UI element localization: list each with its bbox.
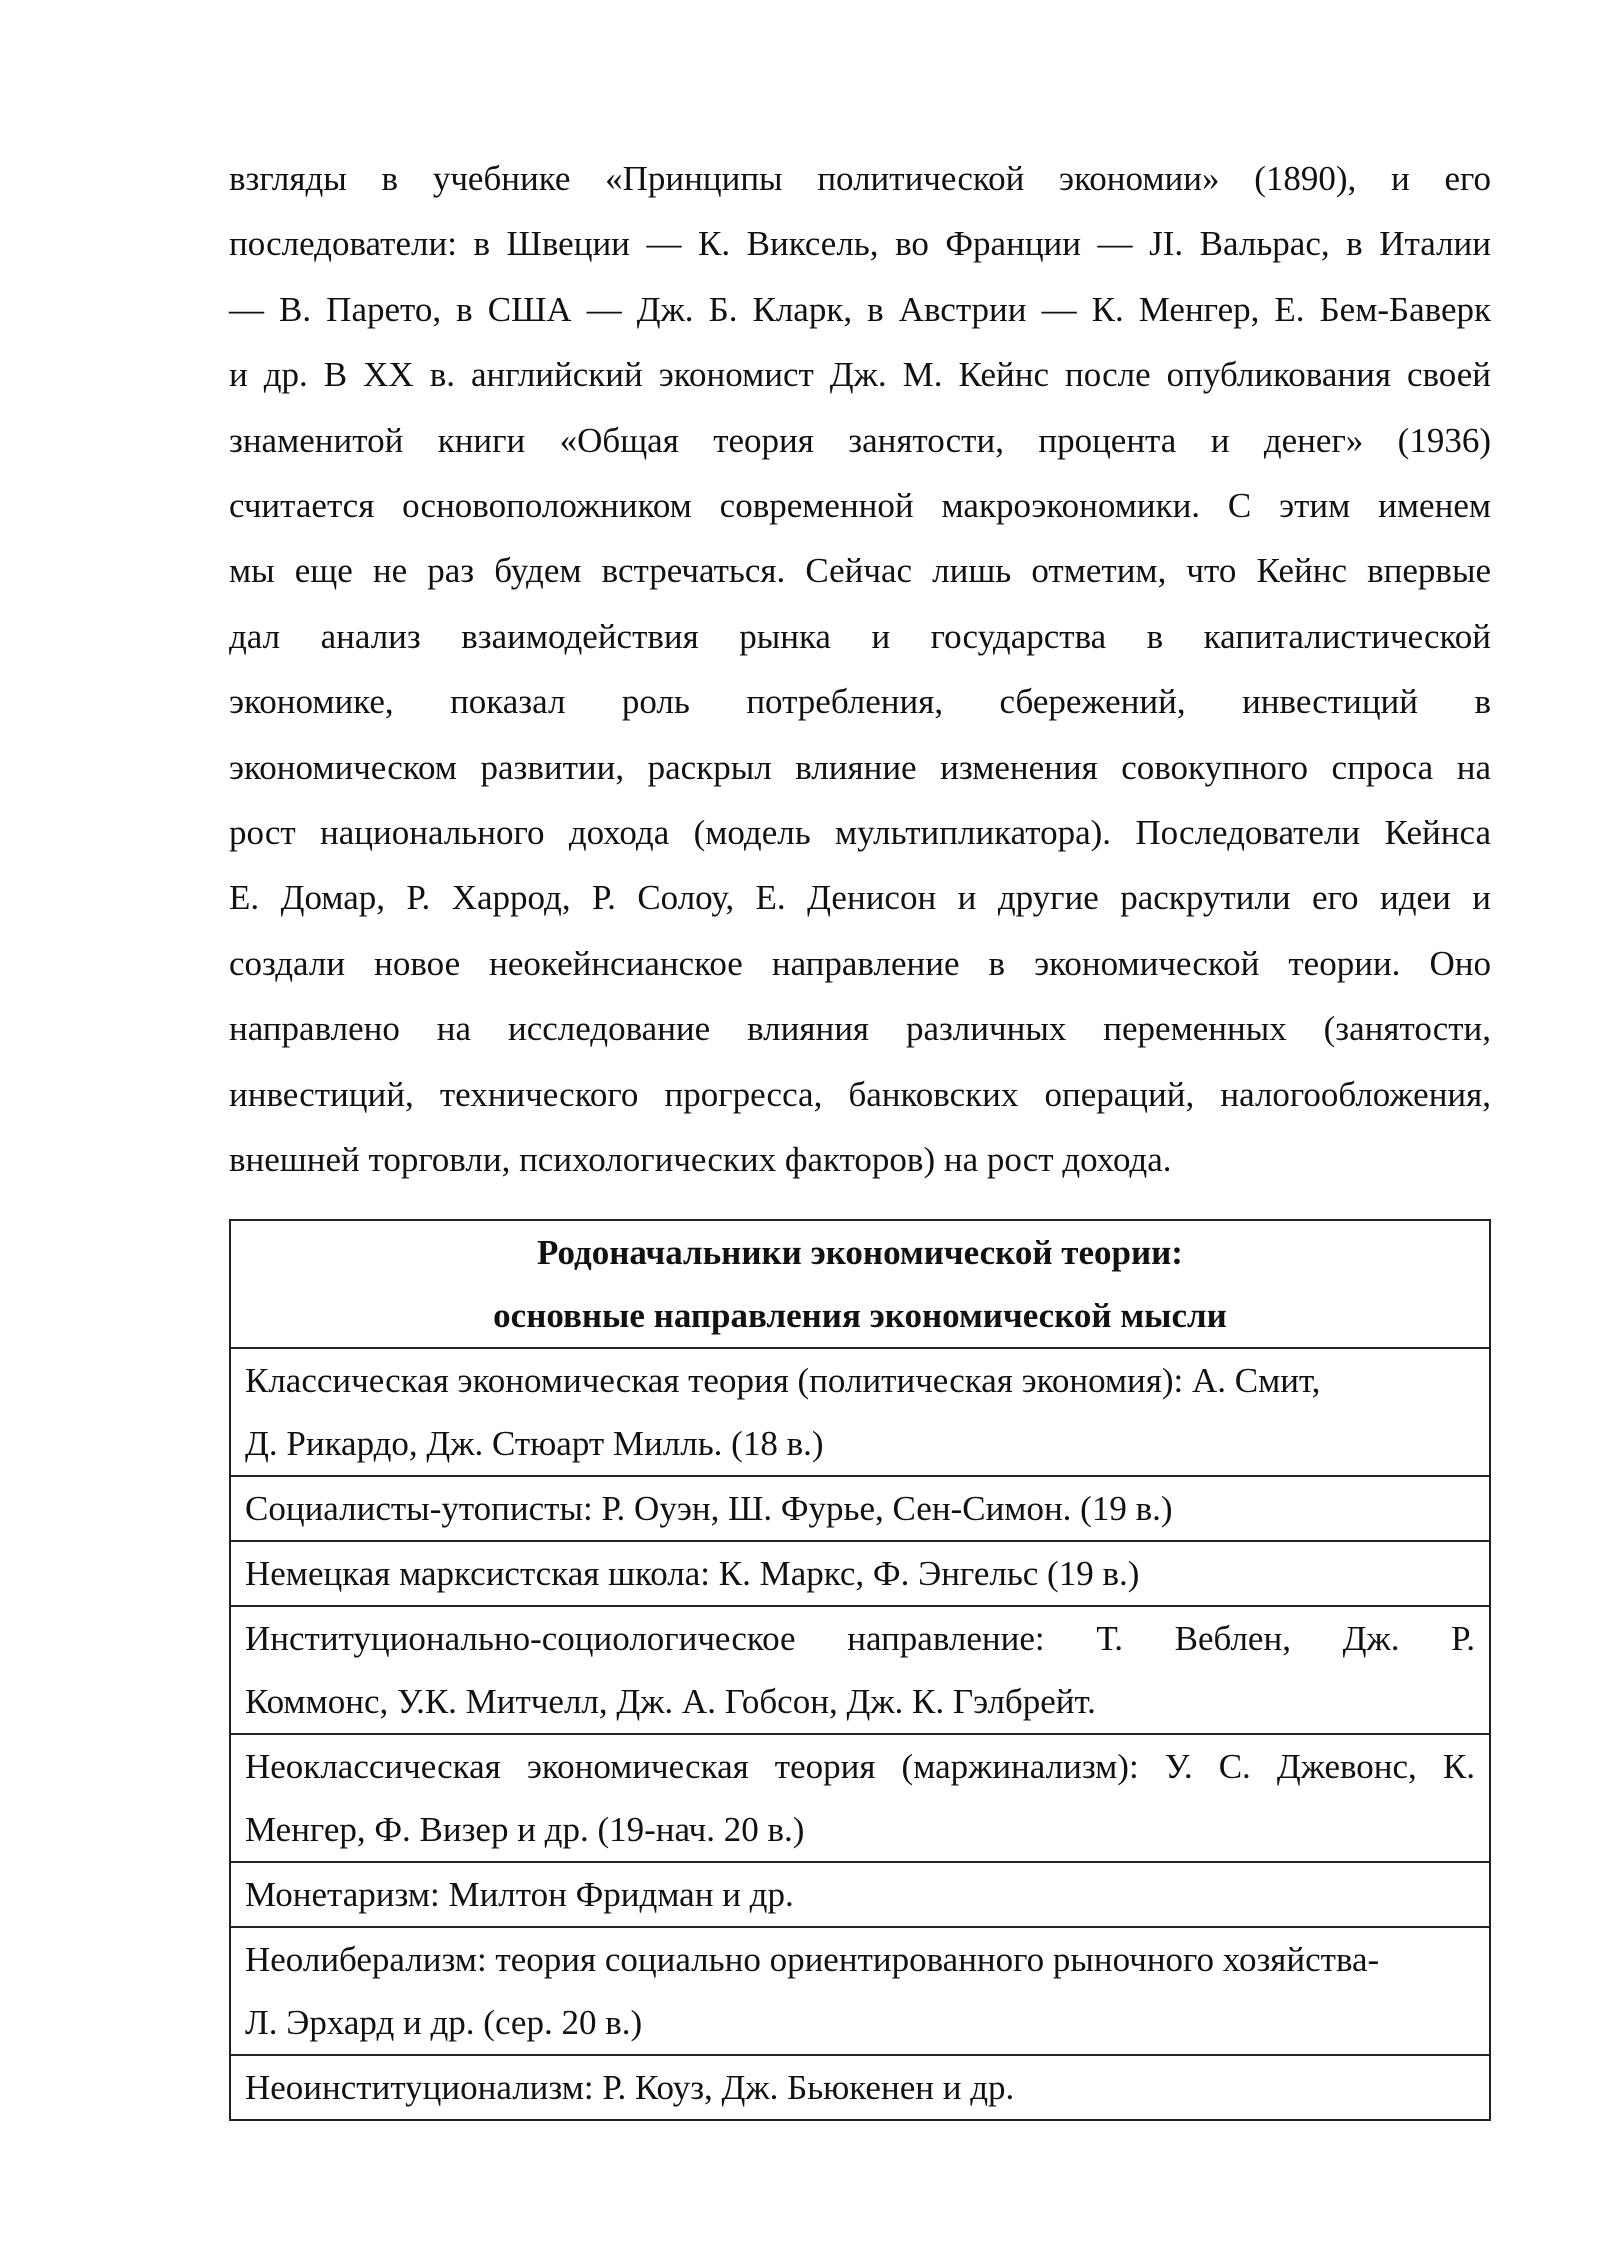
table-row (231, 1928, 1489, 2056)
paragraph-line: Е. Домар, Р. Харрод, Р. Солоу, Е. Денисон и другие раскрутили его идеи и (229, 878, 1491, 918)
table-row (231, 1542, 1489, 1607)
paragraph-line: и др. В XX в. английский экономист Дж. М. Кейнс после опубликования своей (229, 355, 1491, 395)
table-row-text: Институционально-социологическое направление: Т. Веблен, Дж. Р. (245, 1619, 1475, 1658)
table-row (231, 1863, 1489, 1928)
paragraph-line: знаменитой книги «Общая теория занятости, процента и денег» (1936) (229, 420, 1491, 460)
paragraph-line: направлено на исследование влияния различных переменных (занятости, (229, 1009, 1491, 1049)
table-row-text: Коммонс, У.К. Митчелл, Дж. А. Гобсон, Дж. К. Гэлбрейт. (245, 1682, 1096, 1721)
table-row-text: Менгер, Ф. Визер и др. (19-нач. 20 в.) (245, 1810, 805, 1849)
document-page (229, 146, 1491, 2107)
paragraph-line: взгляды в учебнике «Принципы политической экономии» (1890), и его (229, 159, 1491, 198)
table-row-text: Л. Эрхард и др. (сер. 20 в.) (245, 2003, 643, 2042)
paragraph-line: экономическом развитии, раскрыл влияние изменения совокупного спроса на (229, 747, 1491, 787)
table-header (231, 1221, 1489, 1349)
paragraph-line: последователи: в Швеции — К. Виксель, во Франции — JI. Вальрас, в Италии (229, 224, 1491, 264)
paragraph-line: — В. Парето, в США — Дж. Б. Кларк, в Австрии — К. Менгер, Е. Бем-Баверк (229, 289, 1491, 329)
table-subtitle: основные направления экономической мысли (493, 1296, 1227, 1335)
paragraph-line: внешней торговли, психологических факторов) на рост дохода. (229, 1140, 1172, 1180)
table-row (231, 1735, 1489, 1863)
paragraph-line: рост национального дохода (модель мультипликатора). Последователи Кейнса (229, 813, 1491, 853)
paragraph-line: дал анализ взаимодействия рынка и государства в капиталистической (229, 616, 1491, 656)
table-row-text: Немецкая марксистская школа: К. Маркс, Ф. Энгельс (19 в.) (245, 1554, 1140, 1593)
table-row (231, 1477, 1489, 1542)
table-row-text: Монетаризм: Милтон Фридман и др. (245, 1875, 794, 1914)
table-row (231, 1607, 1489, 1735)
table-row-text: Неоинституционализм: Р. Коуз, Дж. Бьюкенен и др. (245, 2068, 1015, 2107)
table-row-text: Д. Рикардо, Дж. Стюарт Милль. (18 в.) (245, 1424, 824, 1463)
table-row-text: Классическая экономическая теория (политическая экономия): А. Смит, (245, 1361, 1321, 1400)
table-row (231, 2056, 1489, 2119)
body-paragraph (229, 146, 1491, 1193)
paragraph-line: мы еще не раз будем встречаться. Сейчас лишь отметим, что Кейнс впервые (229, 551, 1491, 591)
paragraph-line: инвестиций, технического прогресса, банковских операций, налогообложения, (229, 1074, 1491, 1114)
table-title: Родоначальники экономической теории: (537, 1233, 1183, 1272)
schools-table (229, 1219, 1491, 2121)
table-row-text: Неоклассическая экономическая теория (маржинализм): У. С. Джевонс, К. (245, 1747, 1475, 1786)
table-row-text: Неолиберализм: теория социально ориентированного рыночного хозяйства- (245, 1940, 1380, 1979)
table-row-text: Социалисты-утописты: Р. Оуэн, Ш. Фурье, Сен-Симон. (19 в.) (245, 1489, 1173, 1528)
paragraph-line: экономике, показал роль потребления, сбережений, инвестиций в (229, 682, 1491, 722)
paragraph-line: создали новое неокейнсианское направление в экономической теории. Оно (229, 943, 1491, 983)
table-row (231, 1349, 1489, 1477)
paragraph-line: считается основоположником современной макроэкономики. С этим именем (229, 486, 1491, 526)
